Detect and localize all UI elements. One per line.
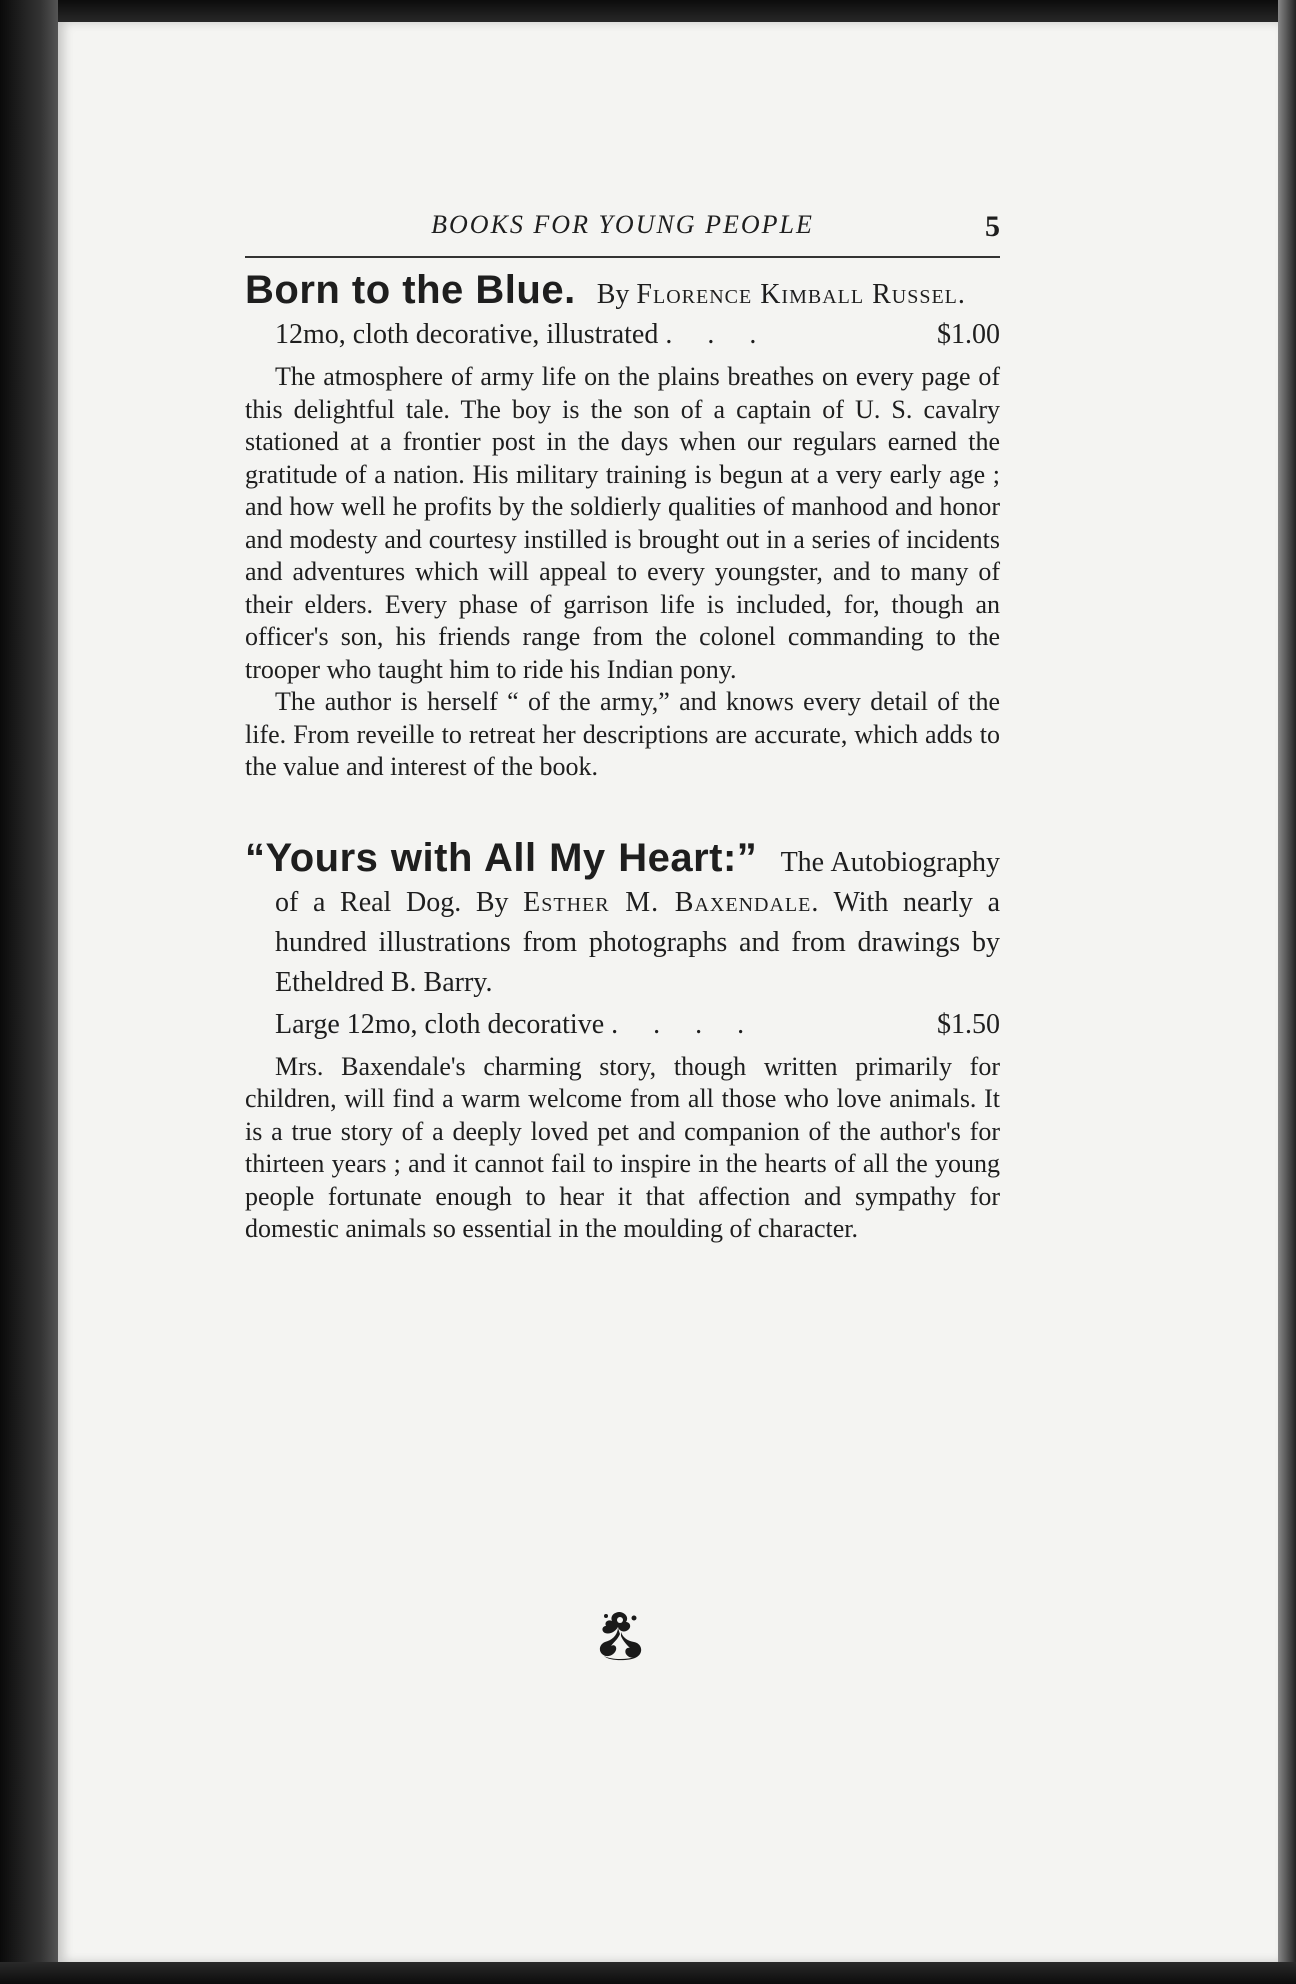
entry-heading — [245, 268, 1000, 313]
price: $1.00 — [937, 319, 1000, 350]
book-entry — [245, 835, 1000, 1246]
floral-ornament-icon — [590, 1606, 650, 1666]
running-head — [245, 206, 1000, 258]
book-title: Born to the Blue. — [245, 268, 576, 312]
book-title: “Yours with All My Heart:” — [245, 835, 758, 880]
byline-suffix: With nearly a hundred illustrations from photographs and from drawings by Etheldred B. Barry. — [275, 886, 1000, 998]
format-text: Large 12mo, cloth decorative . . . . — [275, 1008, 745, 1040]
scan-top-edge — [0, 0, 1296, 24]
price: $1.50 — [937, 1008, 1000, 1040]
entry-heading — [245, 835, 1000, 1003]
format-price-line — [245, 1007, 1000, 1043]
description-paragraph: The author is herself “ of the army,” and knows every detail of the life. From reveille to retreat her descriptions are accurate, which adds to the value and interest of the book. — [245, 687, 1000, 781]
book-subtitle: The Autobiography of a Real Dog. — [275, 846, 1000, 918]
byline-prefix: By — [596, 279, 630, 310]
byline-prefix: By — [475, 886, 509, 918]
author-name: Esther M. Baxendale. — [523, 886, 820, 918]
author-name: Florence Kimball Russel. — [636, 279, 966, 310]
scan-right-edge — [1278, 0, 1296, 1984]
book-entry — [245, 268, 1000, 784]
page-number: 5 — [985, 210, 1000, 243]
description-paragraph: The atmosphere of army life on the plains breathes on every page of this delightful tale. The boy is the son of a captain of U. S. cavalry stationed at a frontier post in the days when our regulars earned the gratitude of a nation. His military training is begun at a very early age ; and how well he profits by the soldierly qualities of manhood and honor and modesty and courtesy instilled is brought out in a series of incidents and adventures which will appeal to every youngster, and to many of their elders. Every phase of garrison life is included, for, though an officer's son, his friends range from the colonel commanding to the trooper who taught him to ride his Indian pony. — [245, 362, 1000, 684]
format-text: 12mo, cloth decorative, illustrated . . . — [275, 319, 757, 350]
book-spine-edge — [0, 0, 58, 1984]
running-head-title: BOOKS FOR YOUNG PEOPLE — [431, 210, 814, 239]
page-content — [245, 206, 1000, 1246]
format-price-line — [245, 317, 1000, 353]
description-paragraph: Mrs. Baxendale's charming story, though written primarily for children, will find a warm welcome from all those who love animals. It is a true story of a deeply loved pet and companion of the author's for thirteen years ; and it cannot fail to inspire in the hearts of all the young people fortunate enough to hear it that affection and sympathy for domestic animals so essential in the moulding of character. — [245, 1051, 1000, 1243]
scan-bottom-edge — [0, 1962, 1296, 1984]
